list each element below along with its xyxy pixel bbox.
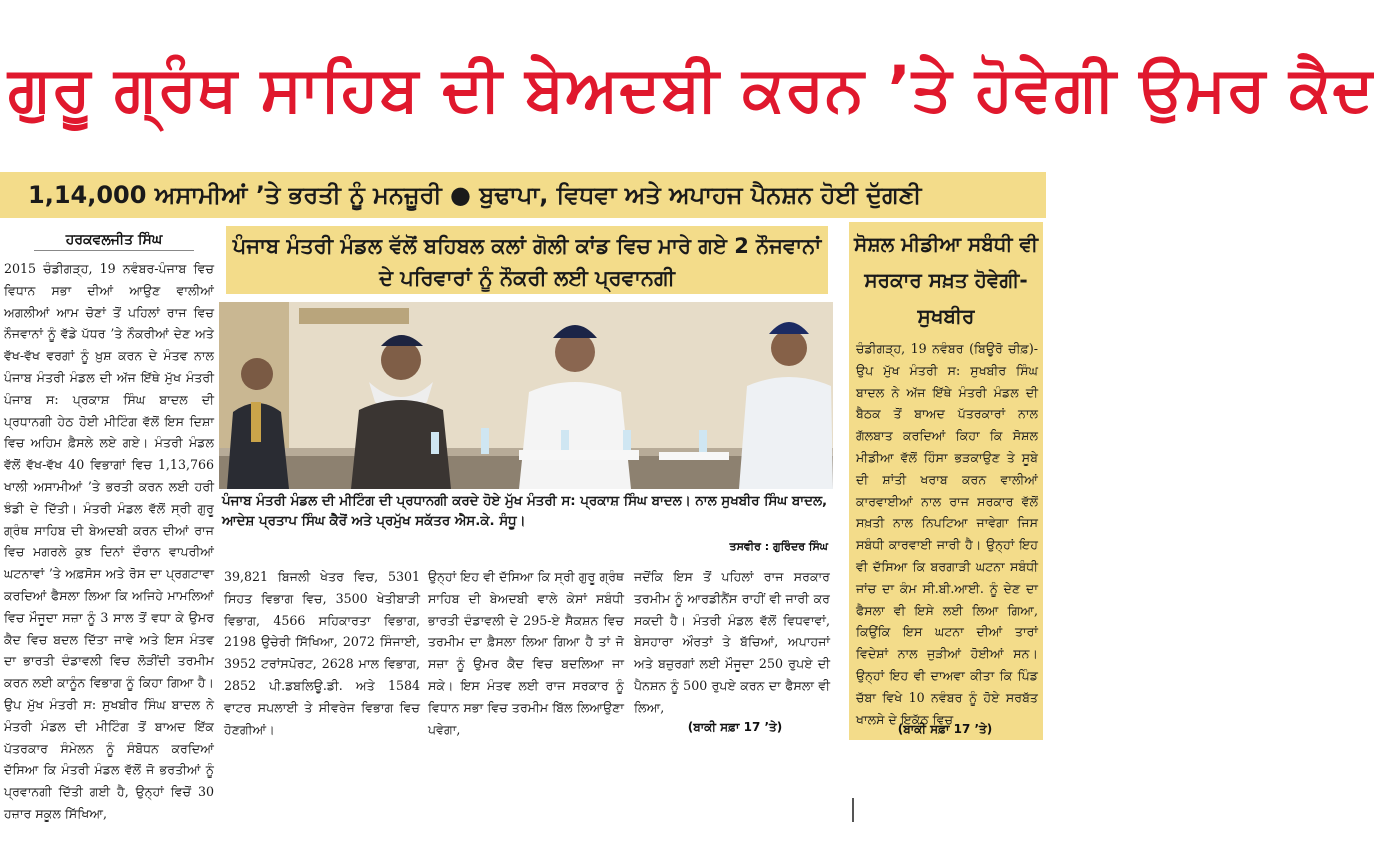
sub-headline-strap: 1,14,000 ਅਸਾਮੀਆਂ ’ਤੇ ਭਰਤੀ ਨੂੰ ਮਨਜ਼ੂਰੀ ● ਬੁਢਾਪਾ, ਵਿਧਵਾ ਅਤੇ ਅਪਾਹਜ ਪੈਨਸ਼ਨ ਹੋਈ ਦੁੱਗਣੀ xyxy=(0,172,1046,218)
sidebar-continued-note: (ਬਾਕੀ ਸਫ਼ਾ 17 ’ਤੇ) xyxy=(897,722,993,736)
sidebar-body xyxy=(856,338,1038,727)
cabinet-meeting-illustration xyxy=(219,302,833,489)
article-column-3 xyxy=(428,566,624,736)
sidebar-body-text: ਚੰਡੀਗੜ੍ਹ, 19 ਨਵੰਬਰ (ਬਿਊਰੋ ਚੀਫ਼)-ਉਪ ਮੁੱਖ ਮੰਤਰੀ ਸ: ਸੁਖਬੀਰ ਸਿੰਘ ਬਾਦਲ ਨੇ ਅੱਜ ਇੱਥੇ ਮੰਤਰੀ ਮੰਡਲ ਦੀ ਬੈਠਕ ਤੋਂ ਬਾਅਦ ਪੱਤਰਕਾਰਾਂ ਨਾਲ ਗੱਲਬਾਤ ਕਰਦਿਆਂ ਕਿਹਾ ਕਿ ਸੋਸ਼ਲ ਮੀਡੀਆ ਵੱਲੋਂ ਹਿੰਸਾ ਭੜਕਾਉਣ ਤੇ ਸੂਬੇ ਦੀ ਸ਼ਾਂਤੀ ਖਰਾਬ ਕਰਨ ਵਾਲੀਆਂ ਕਾਰਵਾਈਆਂ ਨਾਲ ਰਾਜ ਸਰਕਾਰ ਵੱਲੋਂ ਸਖ਼ਤੀ ਨਾਲ ਨਿਪਟਿਆ ਜਾਵੇਗਾ ਜਿਸ ਸਬੰਧੀ ਕਾਰਵਾਈ ਜਾਰੀ ਹੈ। ਉਨ੍ਹਾਂ ਇਹ ਵੀ ਦੱਸਿਆ ਕਿ ਬਰਗਾੜੀ ਘਟਨਾ ਸਬੰਧੀ ਜਾਂਚ ਦਾ ਕੰਮ ਸੀ.ਬੀ.ਆਈ. ਨੂੰ ਦੇਣ ਦਾ ਫੈਸਲਾ ਵੀ ਇਸੇ ਲਈ ਲਿਆ ਗਿਆ, ਕਿਉਂਕਿ ਇਸ ਘਟਨਾ ਦੀਆਂ ਤਾਰਾਂ ਵਿਦੇਸ਼ਾਂ ਨਾਲ ਜੁੜੀਆਂ ਹੋਈਆਂ ਸਨ। ਉਨ੍ਹਾਂ ਇਹ ਵੀ ਦਾਅਵਾ ਕੀਤਾ ਕਿ ਪਿੰਡ ਚੱਬਾ ਵਿਖੇ 10 ਨਵੰਬਰ ਨੂੰ ਹੋਏ ਸਰਬੱਤ ਖਾਲਸੇ ਦੇ ਇਕੱਠ ਵਿਚ xyxy=(856,341,1038,727)
photo-credit: ਤਸਵੀਰ : ਗੁਰਿੰਦਰ ਸਿੰਘ xyxy=(729,540,828,553)
byline: ਹਰਕਵਲਜੀਤ ਸਿੰਘ xyxy=(34,230,194,251)
photo-caption: ਪੰਜਾਬ ਮੰਤਰੀ ਮੰਡਲ ਦੀ ਮੀਟਿੰਗ ਦੀ ਪ੍ਰਧਾਨਗੀ ਕਰਦੇ ਹੋਏ ਮੁੱਖ ਮੰਤਰੀ ਸ: ਪ੍ਰਕਾਸ਼ ਸਿੰਘ ਬਾਦਲ। ਨਾਲ ਸੁਖਬੀਰ ਸਿੰਘ ਬਾਦਲ, ਆਦੇਸ਼ ਪ੍ਰਤਾਪ ਸਿੰਘ ਕੈਰੋਂ ਅਤੇ ਪ੍ਰਮੁੱਖ ਸਕੱਤਰ ਐਸ.ਕੇ. ਸੰਧੂ। xyxy=(222,494,828,529)
kicker-headline: ਪੰਜਾਬ ਮੰਤਰੀ ਮੰਡਲ ਵੱਲੋਂ ਬਹਿਬਲ ਕਲਾਂ ਗੋਲੀ ਕਾਂਡ ਵਿਚ ਮਾਰੇ ਗਏ 2 ਨੌਜਵਾਨਾਂ ਦੇ ਪਰਿਵਾਰਾਂ ਨੂੰ ਨੌਕਰੀ ਲਈ ਪ੍ਰਵਾਨਗੀ xyxy=(226,226,828,294)
cabinet-meeting-photo xyxy=(219,302,833,489)
article-column-2-text: 39,821 ਬਿਜਲੀ ਖੇਤਰ ਵਿਚ, 5301 ਸਿਹਤ ਵਿਭਾਗ ਵਿਚ, 3500 ਖੇਤੀਬਾੜੀ ਵਿਭਾਗ, 4566 ਸਹਿਕਾਰਤਾ ਵਿਭਾਗ, 2198 ਉਚੇਰੀ ਸਿੱਖਿਆ, 2072 ਸਿੰਜਾਈ, 3952 ਟਰਾਂਸਪੋਰਟ, 2628 ਮਾਲ ਵਿਭਾਗ, 2852 ਪੀ.ਡਬਲਿਊ.ਡੀ. ਅਤੇ 1584 ਵਾਟਰ ਸਪਲਾਈ ਤੇ ਸੀਵਰੇਜ ਵਿਭਾਗ ਵਿਚ ਹੋਣਗੀਆਂ। xyxy=(224,569,420,737)
sidebar-headline: ਸੋਸ਼ਲ ਮੀਡੀਆ ਸਬੰਧੀ ਵੀ ਸਰਕਾਰ ਸਖ਼ਤ ਹੋਵੇਗੀ-ਸੁਖਬੀਰ xyxy=(854,232,1038,328)
article-column-4 xyxy=(634,566,830,716)
article-column-4-text: ਜਦੋਂਕਿ ਇਸ ਤੋਂ ਪਹਿਲਾਂ ਰਾਜ ਸਰਕਾਰ ਤਰਮੀਮ ਨੂੰ ਆਰਡੀਨੈਂਸ ਰਾਹੀਂ ਵੀ ਜਾਰੀ ਕਰ ਸਕਦੀ ਹੈ। ਮੰਤਰੀ ਮੰਡਲ ਵੱਲੋਂ ਵਿਧਵਾਵਾਂ, ਬੇਸਹਾਰਾ ਔਰਤਾਂ ਤੇ ਬੱਚਿਆਂ, ਅਪਾਹਜਾਂ ਅਤੇ ਬਜ਼ੁਰਗਾਂ ਲਈ ਮੌਜੂਦਾ 250 ਰੁਪਏ ਦੀ ਪੈਨਸ਼ਨ ਨੂੰ 500 ਰੁਪਏ ਕਰਨ ਦਾ ਫੈਸਲਾ ਵੀ ਲਿਆ, xyxy=(634,569,830,715)
article-column-1-text: 2015 ਚੰਡੀਗੜ੍ਹ, 19 ਨਵੰਬਰ-ਪੰਜਾਬ ਵਿਚ ਵਿਧਾਨ ਸਭਾ ਦੀਆਂ ਆਉਣ ਵਾਲੀਆਂ ਅਗਲੀਆਂ ਆਮ ਚੋਣਾਂ ਤੋਂ ਪਹਿਲਾਂ ਰਾਜ ਵਿਚ ਨੌਜਵਾਨਾਂ ਨੂੰ ਵੱਡੇ ਪੱਧਰ ’ਤੇ ਨੌਕਰੀਆਂ ਦੇਣ ਅਤੇ ਵੱਖ-ਵੱਖ ਵਰਗਾਂ ਨੂੰ ਖ਼ੁਸ਼ ਕਰਨ ਦੇ ਮੰਤਵ ਨਾਲ ਪੰਜਾਬ ਮੰਤਰੀ ਮੰਡਲ ਦੀ ਅੱਜ ਇੱਥੇ ਮੁੱਖ ਮੰਤਰੀ ਪੰਜਾਬ ਸ: ਪ੍ਰਕਾਸ਼ ਸਿੰਘ ਬਾਦਲ ਦੀ ਪ੍ਰਧਾਨਗੀ ਹੇਠ ਹੋਈ ਮੀਟਿੰਗ ਵੱਲੋਂ ਇਸ ਦਿਸ਼ਾ ਵਿਚ ਅਹਿਮ ਫ਼ੈਸਲੇ ਲਏ ਗਏ। ਮੰਤਰੀ ਮੰਡਲ ਵੱਲੋਂ ਵੱਖ-ਵੱਖ 40 ਵਿਭਾਗਾਂ ਵਿਚ 1,13,766 ਖਾਲੀ ਅਸਾਮੀਆਂ ’ਤੇ ਭਰਤੀ ਕਰਨ ਲਈ ਹਰੀ ਝੰਡੀ ਦੇ ਦਿੱਤੀ। ਮੰਤਰੀ ਮੰਡਲ ਵੱਲੋਂ ਸ੍ਰੀ ਗੁਰੂ ਗ੍ਰੰਥ ਸਾਹਿਬ ਦੀ ਬੇਅਦਬੀ ਕਰਨ ਦੀਆਂ ਰਾਜ ਵਿਚ ਮਗਰਲੇ ਕੁਝ ਦਿਨਾਂ ਦੌਰਾਨ ਵਾਪਰੀਆਂ ਘਟਨਾਵਾਂ ’ਤੇ ਅਫ਼ਸੋਸ ਅਤੇ ਰੋਸ ਦਾ ਪ੍ਰਗਟਾਵਾ ਕਰਦਿਆਂ ਫੈਸਲਾ ਲਿਆ ਕਿ ਅਜਿਹੇ ਮਾਮਲਿਆਂ ਵਿਚ ਮੌਜੂਦਾ ਸਜ਼ਾ ਨੂੰ 3 ਸਾਲ ਤੋਂ ਵਧਾ ਕੇ ਉਮਰ ਕੈਦ ਵਿਚ ਬਦਲ ਦਿੱਤਾ ਜਾਵੇ ਅਤੇ ਇਸ ਮੰਤਵ ਦਾ ਭਾਰਤੀ ਦੰਡਾਵਲੀ ਵਿਚ ਲੋੜੀਂਦੀ ਤਰਮੀਮ ਕਰਨ ਲਈ ਕਾਨੂੰਨ ਵਿਭਾਗ ਨੂੰ ਕਿਹਾ ਗਿਆ ਹੈ। ਉਪ ਮੁੱਖ ਮੰਤਰੀ ਸ: ਸੁਖਬੀਰ ਸਿੰਘ ਬਾਦਲ ਨੇ ਮੰਤਰੀ ਮੰਡਲ ਦੀ ਮੀਟਿੰਗ ਤੋਂ ਬਾਅਦ ਇੱਕ ਪੱਤਰਕਾਰ ਸੰਮੇਲਨ ਨੂੰ ਸੰਬੋਧਨ ਕਰਦਿਆਂ ਦੱਸਿਆ ਕਿ ਮੰਤਰੀ ਮੰਡਲ ਵੱਲੋਂ ਜੋ ਭਰਤੀਆਂ ਨੂੰ ਪ੍ਰਵਾਨਗੀ ਦਿੱਤੀ ਗਈ ਹੈ, ਉਨ੍ਹਾਂ ਵਿਚੋਂ 30 ਹਜ਼ਾਰ ਸਕੂਲ ਸਿੱਖਿਆ, xyxy=(4,261,214,821)
article-column-3-text: ਉਨ੍ਹਾਂ ਇਹ ਵੀ ਦੱਸਿਆ ਕਿ ਸ੍ਰੀ ਗੁਰੂ ਗ੍ਰੰਥ ਸਾਹਿਬ ਦੀ ਬੇਅਦਬੀ ਵਾਲੇ ਕੇਸਾਂ ਸਬੰਧੀ ਭਾਰਤੀ ਦੰਡਾਵਲੀ ਦੇ 295-ਏ ਸੈਕਸ਼ਨ ਵਿਚ ਤਰਮੀਮ ਦਾ ਫ਼ੈਸਲਾ ਲਿਆ ਗਿਆ ਹੈ ਤਾਂ ਜੋ ਸਜ਼ਾ ਨੂੰ ਉਮਰ ਕੈਦ ਵਿਚ ਬਦਲਿਆ ਜਾ ਸਕੇ। ਇਸ ਮੰਤਵ ਲਈ ਰਾਜ ਸਰਕਾਰ ਨੂੰ ਵਿਧਾਨ ਸਭਾ ਵਿਚ ਤਰਮੀਮ ਬਿੱਲ ਲਿਆਉਣਾ ਪਵੇਗਾ, xyxy=(428,569,624,737)
article-continued-note: (ਬਾਕੀ ਸਫ਼ਾ 17 ’ਤੇ) xyxy=(687,720,783,734)
main-headline: ਗੁਰੂ ਗ੍ਰੰਥ ਸਾਹਿਬ ਦੀ ਬੇਅਦਬੀ ਕਰਨ ’ਤੇ ਹੋਵੇਗੀ ਉਮਰ ਕੈਦ xyxy=(8,52,1374,125)
article-column-2 xyxy=(224,566,420,736)
article-column-1 xyxy=(4,258,214,856)
decorative-mark xyxy=(852,798,854,822)
